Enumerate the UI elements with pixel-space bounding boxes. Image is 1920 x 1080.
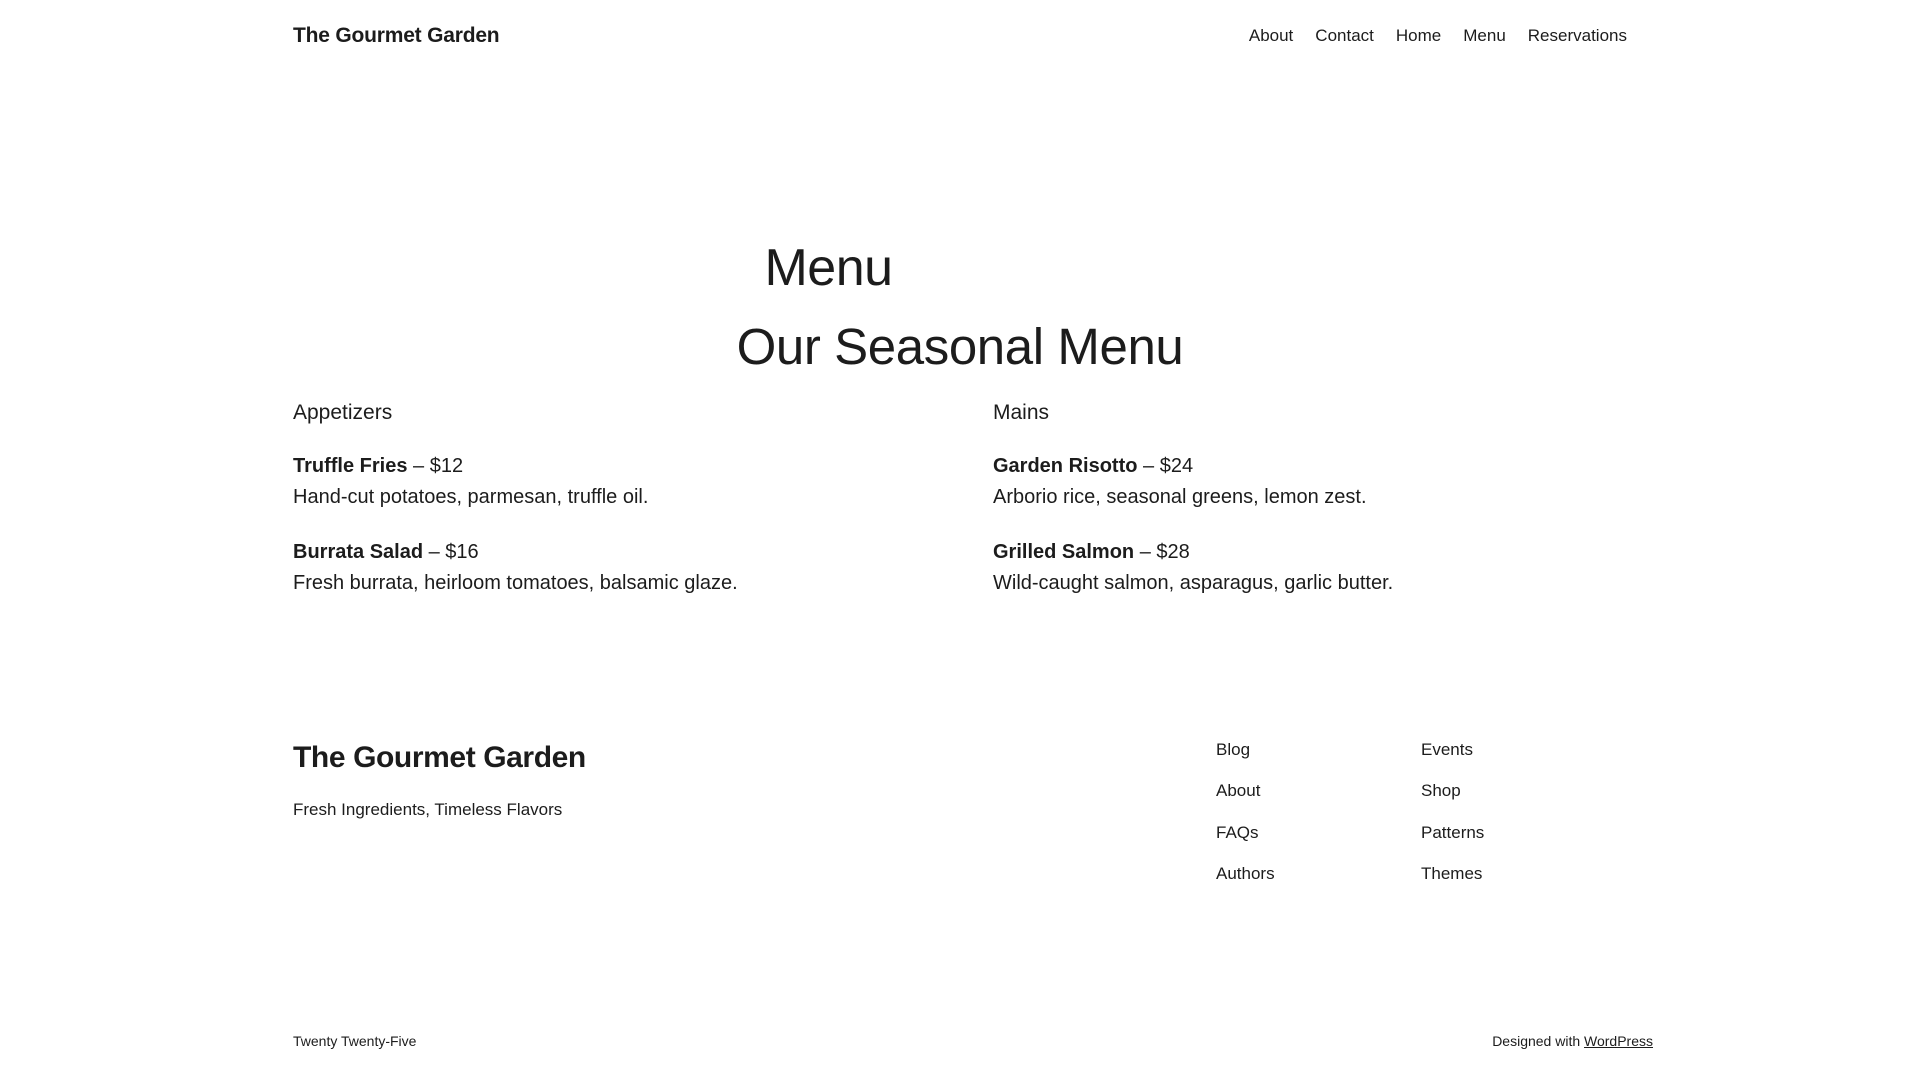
menu-column-appetizers: [293, 400, 993, 597]
menu-item-name: Burrata Salad: [293, 541, 424, 564]
nav-item-about[interactable]: About: [1248, 26, 1294, 45]
page-title: Menu: [764, 238, 893, 297]
menu-item-heading: [293, 539, 993, 566]
footer-link-column-2: [1421, 740, 1626, 885]
menu-item-name: Garden Risotto: [993, 455, 1138, 478]
footer-tagline: Fresh Ingredients, Timeless Flavors: [293, 800, 563, 819]
nav-item-contact[interactable]: Contact: [1315, 26, 1374, 45]
footer-link-column-1: [1216, 740, 1421, 885]
site-header: [0, 0, 1920, 72]
designed-with-credit: [1492, 1033, 1653, 1049]
menu-item-description: Wild-caught salmon, asparagus, garlic butter.: [993, 572, 1394, 595]
menu-item-heading: [293, 453, 993, 480]
menu-column-title: Mains: [993, 401, 1050, 424]
footer-link-blog[interactable]: Blog: [1216, 740, 1251, 759]
theme-name: Twenty Twenty-Five: [293, 1033, 417, 1049]
menu-item-description: Hand-cut potatoes, parmesan, truffle oil.: [293, 486, 649, 509]
footer-link-shop[interactable]: Shop: [1421, 781, 1461, 801]
nav-item-reservations[interactable]: Reservations: [1527, 26, 1627, 45]
footer-top: [293, 740, 1653, 885]
menu-item-price: – $16: [428, 541, 479, 564]
footer-link-authors[interactable]: Authors: [1216, 864, 1275, 884]
footer-link-faqs[interactable]: FAQs: [1216, 822, 1259, 842]
site-title[interactable]: The Gourmet Garden: [293, 24, 500, 47]
main-navigation: [1249, 26, 1627, 46]
wordpress-link[interactable]: WordPress: [1584, 1033, 1653, 1049]
footer-link-about[interactable]: About: [1216, 781, 1261, 801]
nav-item-menu[interactable]: Menu: [1463, 26, 1506, 45]
menu-item-heading: [993, 539, 1653, 566]
nav-item-home[interactable]: Home: [1395, 26, 1442, 45]
footer-link-themes[interactable]: Themes: [1421, 864, 1483, 884]
menu-item-price: – $28: [1139, 541, 1190, 564]
footer-link-columns: [1216, 740, 1626, 885]
menu-columns: [293, 400, 1653, 597]
footer-brand: [293, 740, 586, 822]
section-heading: Our Seasonal Menu: [736, 318, 1184, 376]
footer-brand-name: The Gourmet Garden: [293, 741, 586, 774]
menu-item-description: Arborio rice, seasonal greens, lemon zest.: [993, 486, 1367, 509]
footer-link-patterns[interactable]: Patterns: [1421, 822, 1485, 842]
menu-item: [993, 453, 1653, 511]
menu-item-name: Grilled Salmon: [993, 541, 1135, 564]
menu-item-heading: [993, 453, 1653, 480]
menu-item-name: Truffle Fries: [293, 455, 408, 478]
menu-item-description: Fresh burrata, heirloom tomatoes, balsamic glaze.: [293, 572, 738, 595]
menu-item: [293, 453, 993, 511]
menu-item-price: – $12: [413, 455, 464, 478]
footer-bottom: [293, 1033, 1653, 1049]
menu-item: [293, 539, 993, 597]
menu-item: [993, 539, 1653, 597]
footer-link-events[interactable]: Events: [1421, 740, 1473, 759]
menu-column-mains: [993, 400, 1653, 597]
menu-item-price: – $24: [1143, 455, 1194, 478]
site-footer: [293, 740, 1653, 885]
credit-prefix: Designed with: [1492, 1033, 1585, 1049]
menu-column-title: Appetizers: [293, 401, 393, 424]
